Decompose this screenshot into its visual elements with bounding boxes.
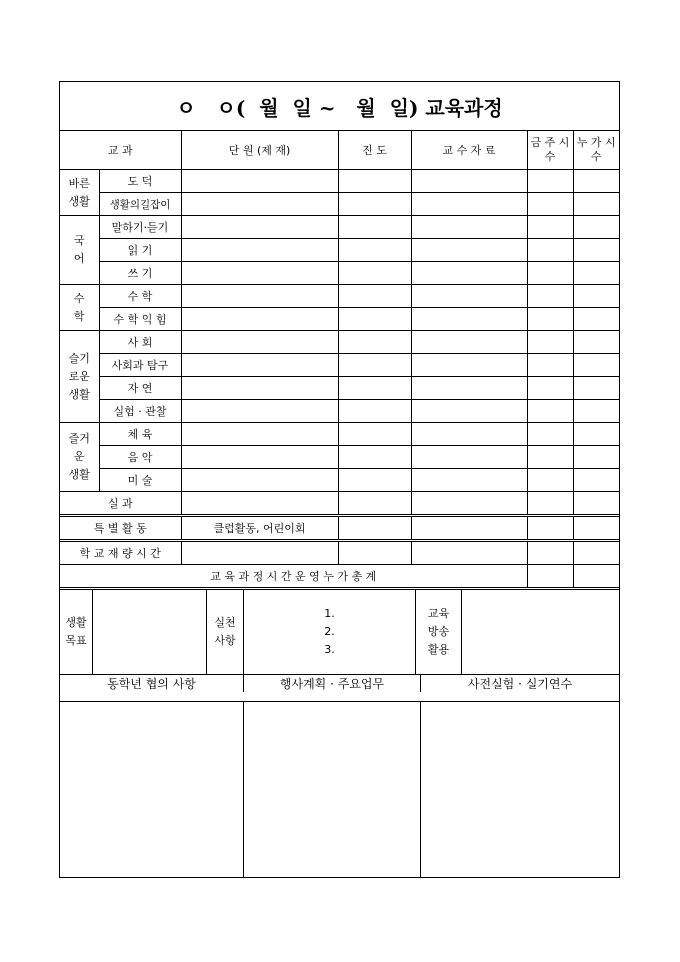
- cell-cum[interactable]: [573, 541, 619, 565]
- cell-materials[interactable]: [411, 239, 527, 262]
- subject-suhak-ikhim: 수 학 익 힘: [99, 308, 181, 331]
- cell-materials[interactable]: [411, 216, 527, 239]
- cell-cum[interactable]: [573, 331, 619, 354]
- grade-meeting-notes[interactable]: [60, 702, 244, 877]
- cell-week[interactable]: [527, 285, 573, 308]
- header-progress: 진 도: [338, 130, 411, 170]
- cell-materials[interactable]: [411, 469, 527, 492]
- cell-cum[interactable]: [573, 446, 619, 469]
- cell-week[interactable]: [527, 193, 573, 216]
- subject-eumak: 음 악: [99, 446, 181, 469]
- title-text: ㅇ ㅇ( 월 일 ~ 월 일) 교육과정: [176, 95, 503, 120]
- notes-body-row: [60, 702, 619, 877]
- cell-cum[interactable]: [573, 170, 619, 193]
- cell-unit[interactable]: [181, 308, 338, 331]
- total-label: 교 육 과 정 시 간 운 영 누 가 총 계: [60, 565, 527, 589]
- practice-item: 1.: [324, 607, 335, 620]
- cell-unit[interactable]: [181, 193, 338, 216]
- cell-progress[interactable]: [338, 216, 411, 239]
- cell-progress[interactable]: [338, 423, 411, 446]
- lesson-plan-sheet: [59, 81, 620, 878]
- cell-materials[interactable]: [411, 541, 527, 565]
- cell-week[interactable]: [527, 262, 573, 285]
- cell-week-total[interactable]: [527, 565, 573, 589]
- practice-item: 2.: [324, 625, 335, 638]
- cell-cum[interactable]: [573, 216, 619, 239]
- cell-materials[interactable]: [411, 193, 527, 216]
- cell-progress[interactable]: [338, 331, 411, 354]
- cell-materials[interactable]: [411, 170, 527, 193]
- subject-suhak: 수 학: [99, 285, 181, 308]
- header-week-hours: 금 주 시 수: [527, 130, 573, 170]
- broadcast-field[interactable]: [462, 590, 619, 674]
- cell-week[interactable]: [527, 377, 573, 400]
- cell-unit[interactable]: [181, 216, 338, 239]
- subject-silgwa: 실 과: [60, 492, 181, 516]
- cell-materials[interactable]: [411, 423, 527, 446]
- cell-cum-total[interactable]: [573, 565, 619, 589]
- cell-unit[interactable]: [181, 285, 338, 308]
- cell-materials[interactable]: [411, 400, 527, 423]
- practice-label: 실천 사항: [207, 590, 244, 674]
- cell-progress[interactable]: [338, 469, 411, 492]
- cell-progress[interactable]: [338, 492, 411, 516]
- cell-progress[interactable]: [338, 516, 411, 541]
- cell-progress[interactable]: [338, 377, 411, 400]
- cell-unit-teukbyeol[interactable]: 클럽활동, 어린이회: [181, 516, 338, 541]
- pre-experiment-notes[interactable]: [421, 702, 619, 877]
- cell-cum[interactable]: [573, 193, 619, 216]
- goals-row: [60, 590, 619, 675]
- subject-sseugi: 쓰 기: [99, 262, 181, 285]
- header-cumulative-hours: 누 가 시 수: [573, 130, 619, 170]
- group-bareun: 바른 생활: [60, 170, 99, 216]
- practice-item: 3.: [324, 643, 335, 656]
- cell-progress[interactable]: [338, 400, 411, 423]
- col-pre-experiment: 사전실험 · 실기연수: [467, 677, 573, 691]
- cell-cum[interactable]: [573, 262, 619, 285]
- group-suhak: 수 학: [60, 285, 99, 331]
- col-events: 행사계획 · 주요업무: [244, 675, 421, 692]
- header-subject: 교 과: [60, 130, 181, 170]
- subject-silheom: 실험 · 관찰: [99, 400, 181, 423]
- cell-week[interactable]: [527, 541, 573, 565]
- cell-cum[interactable]: [573, 492, 619, 516]
- cell-progress[interactable]: [338, 262, 411, 285]
- cell-unit[interactable]: [181, 400, 338, 423]
- cell-unit[interactable]: [181, 492, 338, 516]
- cell-cum[interactable]: [573, 308, 619, 331]
- cell-materials[interactable]: [411, 308, 527, 331]
- cell-week[interactable]: [527, 423, 573, 446]
- subject-saenghwal-gil: 생활의길잡이: [99, 193, 181, 216]
- cell-unit[interactable]: [181, 354, 338, 377]
- cell-cum[interactable]: [573, 354, 619, 377]
- cell-progress[interactable]: [338, 446, 411, 469]
- cell-week[interactable]: [527, 400, 573, 423]
- cell-week[interactable]: [527, 469, 573, 492]
- header-unit: 단 원 (제 재): [181, 130, 338, 170]
- subject-ilkgi: 읽 기: [99, 239, 181, 262]
- cell-cum[interactable]: [573, 285, 619, 308]
- header-materials: 교 수 자 료: [411, 130, 527, 170]
- subject-sahoe: 사 회: [99, 331, 181, 354]
- cell-week[interactable]: [527, 239, 573, 262]
- cell-week[interactable]: [527, 492, 573, 516]
- cell-progress[interactable]: [338, 354, 411, 377]
- subject-doduk: 도 덕: [99, 170, 181, 193]
- subject-hakgyo: 학 교 재 량 시 간: [60, 541, 181, 565]
- curriculum-table: [60, 130, 619, 590]
- notes-header-row: [60, 675, 619, 702]
- cell-cum[interactable]: [573, 400, 619, 423]
- cell-unit[interactable]: [181, 239, 338, 262]
- cell-week[interactable]: [527, 308, 573, 331]
- cell-week[interactable]: [527, 331, 573, 354]
- cell-progress[interactable]: [338, 285, 411, 308]
- practice-items[interactable]: [244, 590, 416, 674]
- cell-unit[interactable]: [181, 541, 338, 565]
- subject-malhagi: 말하기·듣기: [99, 216, 181, 239]
- cell-week[interactable]: [527, 170, 573, 193]
- cell-week[interactable]: [527, 354, 573, 377]
- life-goal-field[interactable]: [93, 590, 207, 674]
- cell-progress[interactable]: [338, 193, 411, 216]
- page-title: [60, 82, 619, 131]
- cell-unit[interactable]: [181, 170, 338, 193]
- cell-unit[interactable]: [181, 262, 338, 285]
- cell-materials[interactable]: [411, 516, 527, 541]
- cell-materials[interactable]: [411, 446, 527, 469]
- group-gugeo: 국 어: [60, 216, 99, 285]
- subject-teukbyeol: 특 별 활 동: [60, 516, 181, 541]
- cell-unit[interactable]: [181, 377, 338, 400]
- cell-unit[interactable]: [181, 469, 338, 492]
- cell-cum[interactable]: [573, 423, 619, 446]
- cell-progress[interactable]: [338, 541, 411, 565]
- group-jeulgeoun: 즐거 운 생활: [60, 423, 99, 492]
- events-notes[interactable]: [244, 702, 421, 877]
- cell-cum[interactable]: [573, 239, 619, 262]
- cell-materials[interactable]: [411, 377, 527, 400]
- cell-materials[interactable]: [411, 492, 527, 516]
- cell-cum[interactable]: [573, 516, 619, 541]
- subject-misul: 미 술: [99, 469, 181, 492]
- cell-progress[interactable]: [338, 170, 411, 193]
- cell-cum[interactable]: [573, 469, 619, 492]
- cell-week[interactable]: [527, 446, 573, 469]
- subject-sahoe-tamgu: 사회과 탐구: [99, 354, 181, 377]
- cell-week[interactable]: [527, 516, 573, 541]
- cell-materials[interactable]: [411, 285, 527, 308]
- subject-jayeon: 자 연: [99, 377, 181, 400]
- cell-week[interactable]: [527, 216, 573, 239]
- cell-cum[interactable]: [573, 377, 619, 400]
- col-grade-meeting: 동학년 협의 사항: [60, 675, 244, 692]
- cell-unit[interactable]: [181, 331, 338, 354]
- broadcast-label: 교육 방송 활용: [416, 590, 462, 674]
- cell-unit[interactable]: [181, 446, 338, 469]
- cell-unit[interactable]: [181, 423, 338, 446]
- cell-materials[interactable]: [411, 354, 527, 377]
- cell-materials[interactable]: [411, 331, 527, 354]
- life-goal-label: 생활 목표: [60, 590, 93, 674]
- cell-progress[interactable]: [338, 308, 411, 331]
- cell-progress[interactable]: [338, 239, 411, 262]
- group-seulgi: 슬기 로운 생활: [60, 331, 99, 423]
- subject-cheyuk: 체 육: [99, 423, 181, 446]
- cell-materials[interactable]: [411, 262, 527, 285]
